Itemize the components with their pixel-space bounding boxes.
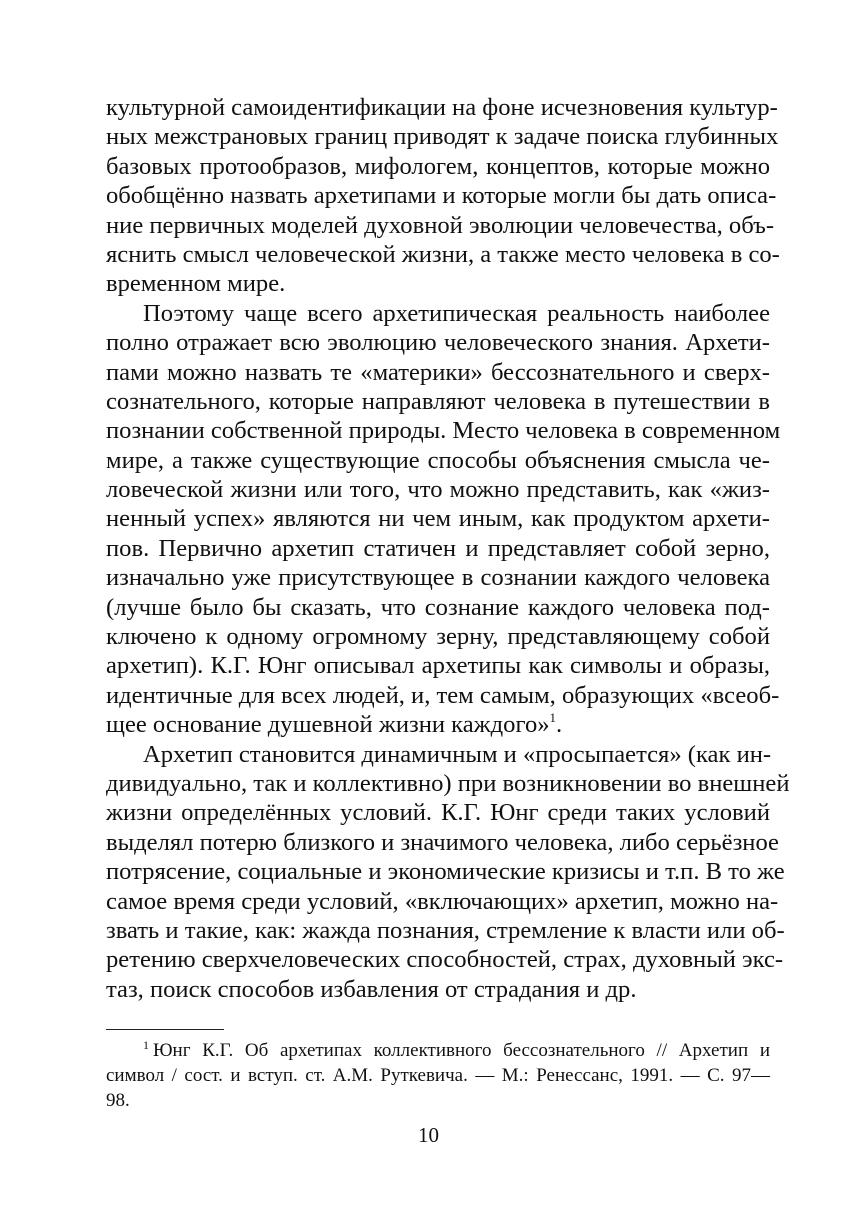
footnote-mark: 1	[143, 1038, 149, 1052]
text-line: пов. Первично архетип статичен и представляет собой зерно,	[106, 534, 770, 562]
text-line: Поэтому чаще всего архетипическая реальность наиболее	[143, 299, 770, 327]
text-line: ние первичных моделей духовной эволюции человечества, объ-	[106, 211, 775, 239]
page-number: 10	[418, 1123, 439, 1147]
text-line: дивидуально, так и коллективно) при возникновении во внешней	[106, 769, 790, 797]
footnote-block	[106, 1038, 770, 1113]
text-line: познании собственной природы. Место человека в современном	[106, 417, 781, 445]
text-line: ненный успех» являются ни чем иным, как продуктом архети-	[106, 505, 770, 533]
footnote-line: 98.	[106, 1090, 130, 1111]
paragraph-1	[106, 93, 780, 299]
text-line: базовых протообразов, мифологем, концептов, которые можно	[106, 152, 770, 180]
text-line: жизни определённых условий. К.Г. Юнг среди таких условий	[106, 799, 770, 827]
text-line: самое время среди условий, «включающих» архетип, можно на-	[106, 887, 779, 915]
text-line: (лучше было бы сказать, что сознание каждого человека под-	[106, 593, 770, 621]
text-line: архетип). К.Г. Юнг описывал архетипы как символы и образы,	[106, 652, 770, 680]
main-text	[106, 93, 790, 1004]
text-line: мире, а также существующие способы объяснения смысла че-	[106, 446, 770, 474]
text-line: сознательного, которые направляют человека в путешествии в	[106, 387, 770, 415]
text-line: полно отражает всю эволюцию человеческого знания. Архети-	[106, 329, 770, 357]
text-line: таз, поиск способов избавления от страдания и др.	[106, 975, 637, 1003]
footnote-divider	[106, 1029, 224, 1030]
final-punctuation: .	[556, 711, 563, 739]
text-line: звать и такие, как: жажда познания, стремление к власти или об-	[106, 916, 785, 944]
footnote-line	[106, 1038, 770, 1063]
text-line: ретению сверхчеловеческих способностей, страх, духовный экс-	[106, 946, 784, 974]
text-line: идентичные для всех людей, и, тем самым, образующих «всеоб-	[106, 681, 780, 709]
text-line: потрясение, социальные и экономические кризисы и т.п. В то же	[106, 858, 785, 886]
footnote-line-content: Юнг К.Г. Об архетипах коллективного бессознательного // Архетип и	[153, 1040, 770, 1061]
text-line: Архетип становится динамичным и «просыпается» (как ин-	[143, 740, 772, 768]
text-line: культурной самоидентификации на фоне исчезновения культур-	[106, 94, 778, 121]
text-line: обобщённо назвать архетипами и которые могли бы дать описа-	[106, 182, 777, 210]
footnote-line: символ / сост. и вступ. ст. А.М. Руткевича. — М.: Ренессанс, 1991. — С. 97—	[106, 1065, 770, 1086]
text-line: ловеческой жизни или того, что можно представить, как «жиз-	[106, 476, 770, 504]
text-line: выделял потерю близкого и значимого человека, либо серьёзное	[106, 828, 779, 856]
text-line: ключено к одному огромному зерну, представляющему собой	[106, 623, 770, 651]
text-line-content: щее основание душевной жизни каждого»	[106, 711, 550, 739]
text-line: пами можно назвать те «материки» бессознательного и сверх-	[106, 358, 770, 386]
text-line: временном мире.	[106, 270, 286, 298]
text-line: ных межстрановых границ приводят к задаче поиска глубинных	[106, 123, 779, 151]
text-line: изначально уже присутствующее в сознании каждого человека	[106, 564, 770, 592]
paragraph-3	[106, 740, 790, 1005]
text-line: яснить смысл человеческой жизни, а также место человека в со-	[106, 240, 780, 268]
paragraph-2	[106, 299, 781, 740]
text-line	[106, 710, 770, 739]
footnote-reference[interactable]: 1	[549, 710, 557, 726]
